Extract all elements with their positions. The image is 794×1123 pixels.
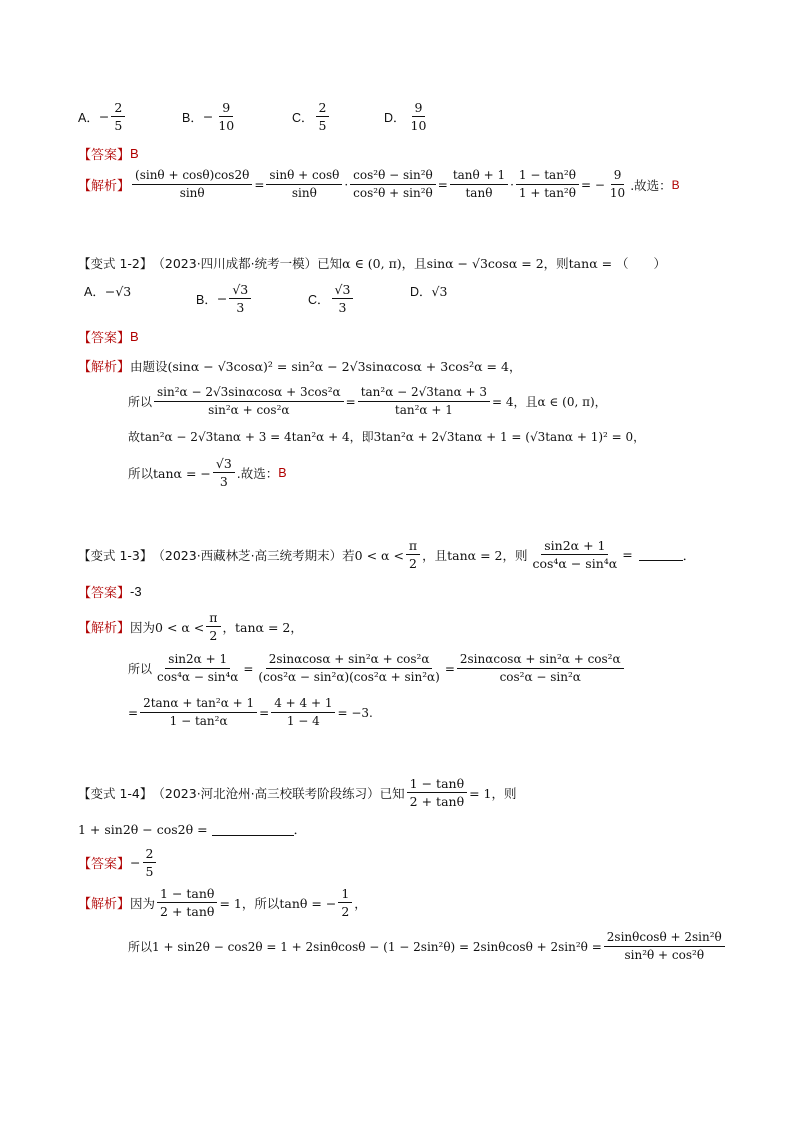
fraction: $\frac{\text{1 − tan²θ}}{\text{1 + tan²θ}}$ <box>516 168 579 201</box>
question-tag: 【变式 1-3】 <box>78 547 153 563</box>
solution-tag: 【解析】 <box>78 179 131 194</box>
fraction: $\frac{\text{cos²θ − sin²θ}}{\text{cos²θ + sin²θ}}$ <box>350 168 436 201</box>
fraction: $\frac{\pi}{2}$ <box>406 538 420 571</box>
q12-choice-d: D． √3 <box>410 283 448 299</box>
fraction: $\frac{\text{sin²α − 2√3sinαcosα + 3cos²α}}{\text{sin²α + cos²α}}$ <box>154 385 344 418</box>
q12-solution-line-2: 所以 $\frac{\text{sin²α − 2√3sinαcosα + 3cos²α}}{\text{sin²α + cos²α}}$ = $\frac{\text{tan²α − 2√3tanα + 3}}{\text{tan²α + 1}}$ = 4，且α ∈ (0, π)， <box>128 385 607 417</box>
answer-tag: 【答案】 <box>78 857 131 872</box>
q12-choice-c: C． $\frac{√3}{3}$ <box>308 282 355 315</box>
q13-answer <box>78 582 142 601</box>
q13-solution-line-1: 【解析】 因为0 < α < $\frac{\pi}{2}$ ，tanα = 2， <box>78 610 303 643</box>
q13-solution-line-2: 所以 $\frac{\sin 2\alpha + 1}{\text{cos⁴α − sin⁴α}}$ = $\frac{\text{2sinαcosα + sin²α + cos²α}}{\text{(cos²α − sin²α)(cos²α + sin²α)}}$ = $\frac{\text{2sinαcosα + sin²α + cos²α}}{\text{cos²α − sin²α}}$ <box>128 652 626 685</box>
solution-tag: 【解析】 <box>78 360 131 375</box>
question-text: 已知α ∈ (0, π)，且sinα − √3cosα = 2，则tanα = （ ） <box>317 256 667 271</box>
solution-tag: 【解析】 <box>78 621 131 636</box>
fraction: $\frac{(\sin\theta + \cos\theta)\cos 2\theta}{\sin\theta}$ <box>132 168 252 201</box>
solution-tag: 【解析】 <box>78 897 131 912</box>
fraction: $\frac{\text{2tanα + tan²α + 1}}{\text{1 − tan²α}}$ <box>140 696 257 729</box>
fraction: $\frac{\text{2sinαcosα + sin²α + cos²α}}{\text{(cos²α − sin²α)(cos²α + sin²α)}}$ <box>258 652 440 684</box>
q0-choice-a: A． − $\frac{2}{5}$ <box>78 100 127 133</box>
q12-answer <box>78 327 139 346</box>
q0-solution: 【解析】 $\frac{(\sin\theta + \cos\theta)\cos 2\theta}{\sin\theta}$ = $\frac{\sin\theta + \cos\theta}{\sin\theta}$ · $\frac{\text{cos²θ − sin²θ}}{\text{cos²θ + sin²θ}}$ = $\frac{\tan\theta + 1}{\tan\theta}$ · $\frac{\text{1 − tan²θ}}{\text{1 + tan²θ}}$ = − $\frac{9}{10}$ .故选： B <box>78 168 680 200</box>
question-source: （2023·四川成都·统考一模） <box>152 256 318 271</box>
fraction: $\frac{\tan\theta + 1}{\tan\theta}$ <box>450 168 508 201</box>
fraction: $\frac{\text{2sinαcosα + sin²α + cos²α}}{\text{cos²α − sin²α}}$ <box>457 652 624 685</box>
q14-answer: 【答案】 − $\frac{2}{5}$ <box>78 846 158 879</box>
q12-choice-a: A． −√3 <box>84 283 132 299</box>
q13-stem: 【变式 1-3】 （2023·西藏林芝·高三统考期末） 若0 < α < $\frac{\pi}{2}$ ，且tanα = 2，则 $\frac{\sin 2\alpha + 1}{\text{cos⁴α − sin⁴α}}$ = ． <box>78 538 696 571</box>
fraction: $\frac{\sin 2\alpha + 1}{\text{cos⁴α − sin⁴α}}$ <box>157 652 239 684</box>
fraction: $\frac{√3}{3}$ <box>332 282 354 315</box>
fraction: $\frac{9}{10}$ <box>609 168 626 200</box>
q12-solution-line-3: 故tan²α − 2√3tanα + 3 = 4tan²α + 4，即3tan²α + 2√3tanα + 1 = (√3tanα + 1)² = 0， <box>128 430 646 444</box>
fraction: $\frac{\pi}{2}$ <box>206 610 220 643</box>
q0-choice-d: D． $\frac{9}{10}$ <box>384 100 431 133</box>
q12-solution-line-4: 所以tanα = − $\frac{√3}{3}$ .故选： B <box>128 456 287 489</box>
q12-solution-line-1: 【解析】 由题设(sinα − √3cosα)² = sin²α − 2√3sinαcosα + 3cos²α = 4， <box>78 356 521 375</box>
answer-blank <box>639 548 683 561</box>
q0-answer <box>78 144 139 163</box>
q0-choice-c: C． $\frac{2}{5}$ <box>292 100 331 133</box>
answer-tag: 【答案】 <box>78 586 131 601</box>
fraction: $\frac{9}{10}$ <box>410 100 427 133</box>
q14-solution-line-1: 【解析】 因为 $\frac{1 - \tan\theta}{2 + \tan\theta}$ = 1，所以tanθ = − $\frac{1}{2}$ ， <box>78 886 367 919</box>
answer-tag: 【答案】 <box>78 148 131 163</box>
answer-value: B <box>130 329 139 344</box>
fraction: $\frac{2}{5}$ <box>316 100 330 133</box>
question-source: （2023·西藏林芝·高三统考期末） <box>152 547 343 563</box>
answer-value: -3 <box>130 584 142 599</box>
fraction: $\frac{\sin 2\alpha + 1}{\text{cos⁴α − sin⁴α}}$ <box>532 538 618 571</box>
fraction: $\frac{\text{tan²α − 2√3tanα + 3}}{\text{tan²α + 1}}$ <box>358 385 490 418</box>
q13-solution-line-3: = $\frac{\text{2tanα + tan²α + 1}}{\text{1 − tan²α}}$ = $\frac{4 + 4 + 1}{1 - 4}$ = −3. <box>128 696 373 728</box>
fraction: $\frac{1}{2}$ <box>338 886 352 919</box>
answer-tag: 【答案】 <box>78 331 131 346</box>
fraction: $\frac{1 - \tan\theta}{2 + \tan\theta}$ <box>157 886 217 919</box>
fraction: $\frac{4 + 4 + 1}{1 - 4}$ <box>271 696 335 729</box>
q12-choice-b: B． − $\frac{√3}{3}$ <box>196 282 253 315</box>
fraction: $\frac{1 - \tan\theta}{2 + \tan\theta}$ <box>407 776 467 809</box>
answer-blank <box>212 823 294 836</box>
q14-stem: 【变式 1-4】 （2023·河北沧州·高三校联考阶段练习） 已知 $\frac{1 - \tan\theta}{2 + \tan\theta}$ = 1，则 <box>78 776 517 809</box>
answer-value: B <box>130 146 139 161</box>
fraction: $\frac{\sin\theta + \cos\theta}{\sin\theta}$ <box>266 168 342 201</box>
question-tag: 【变式 1-2】 <box>78 256 153 271</box>
fraction: $\frac{2}{5}$ <box>143 846 157 879</box>
q12-stem <box>78 254 666 272</box>
fraction: $\frac{9}{10}$ <box>218 100 235 133</box>
fraction: $\frac{2}{5}$ <box>111 100 125 133</box>
question-tag: 【变式 1-4】 <box>78 785 153 801</box>
q14-stem-line-2: 1 + sin2θ − cos2θ = ． <box>78 821 307 837</box>
fraction: $\frac{\text{2sinθcosθ + 2sin²θ}}{\text{sin²θ + cos²θ}}$ <box>604 930 725 963</box>
question-source: （2023·河北沧州·高三校联考阶段练习） <box>152 785 380 801</box>
q14-solution-line-2: 所以1 + sin2θ − cos2θ = 1 + 2sinθcosθ − (1 − 2sin²θ) = 2sinθcosθ + 2sin²θ = $\frac{\text{2sinθcosθ + 2sin²θ}}{\text{sin²θ + cos²θ}}$ <box>128 930 727 963</box>
q0-choice-b: B． − $\frac{9}{10}$ <box>182 100 239 133</box>
fraction: $\frac{√3}{3}$ <box>213 456 235 489</box>
fraction: $\frac{√3}{3}$ <box>229 282 251 315</box>
